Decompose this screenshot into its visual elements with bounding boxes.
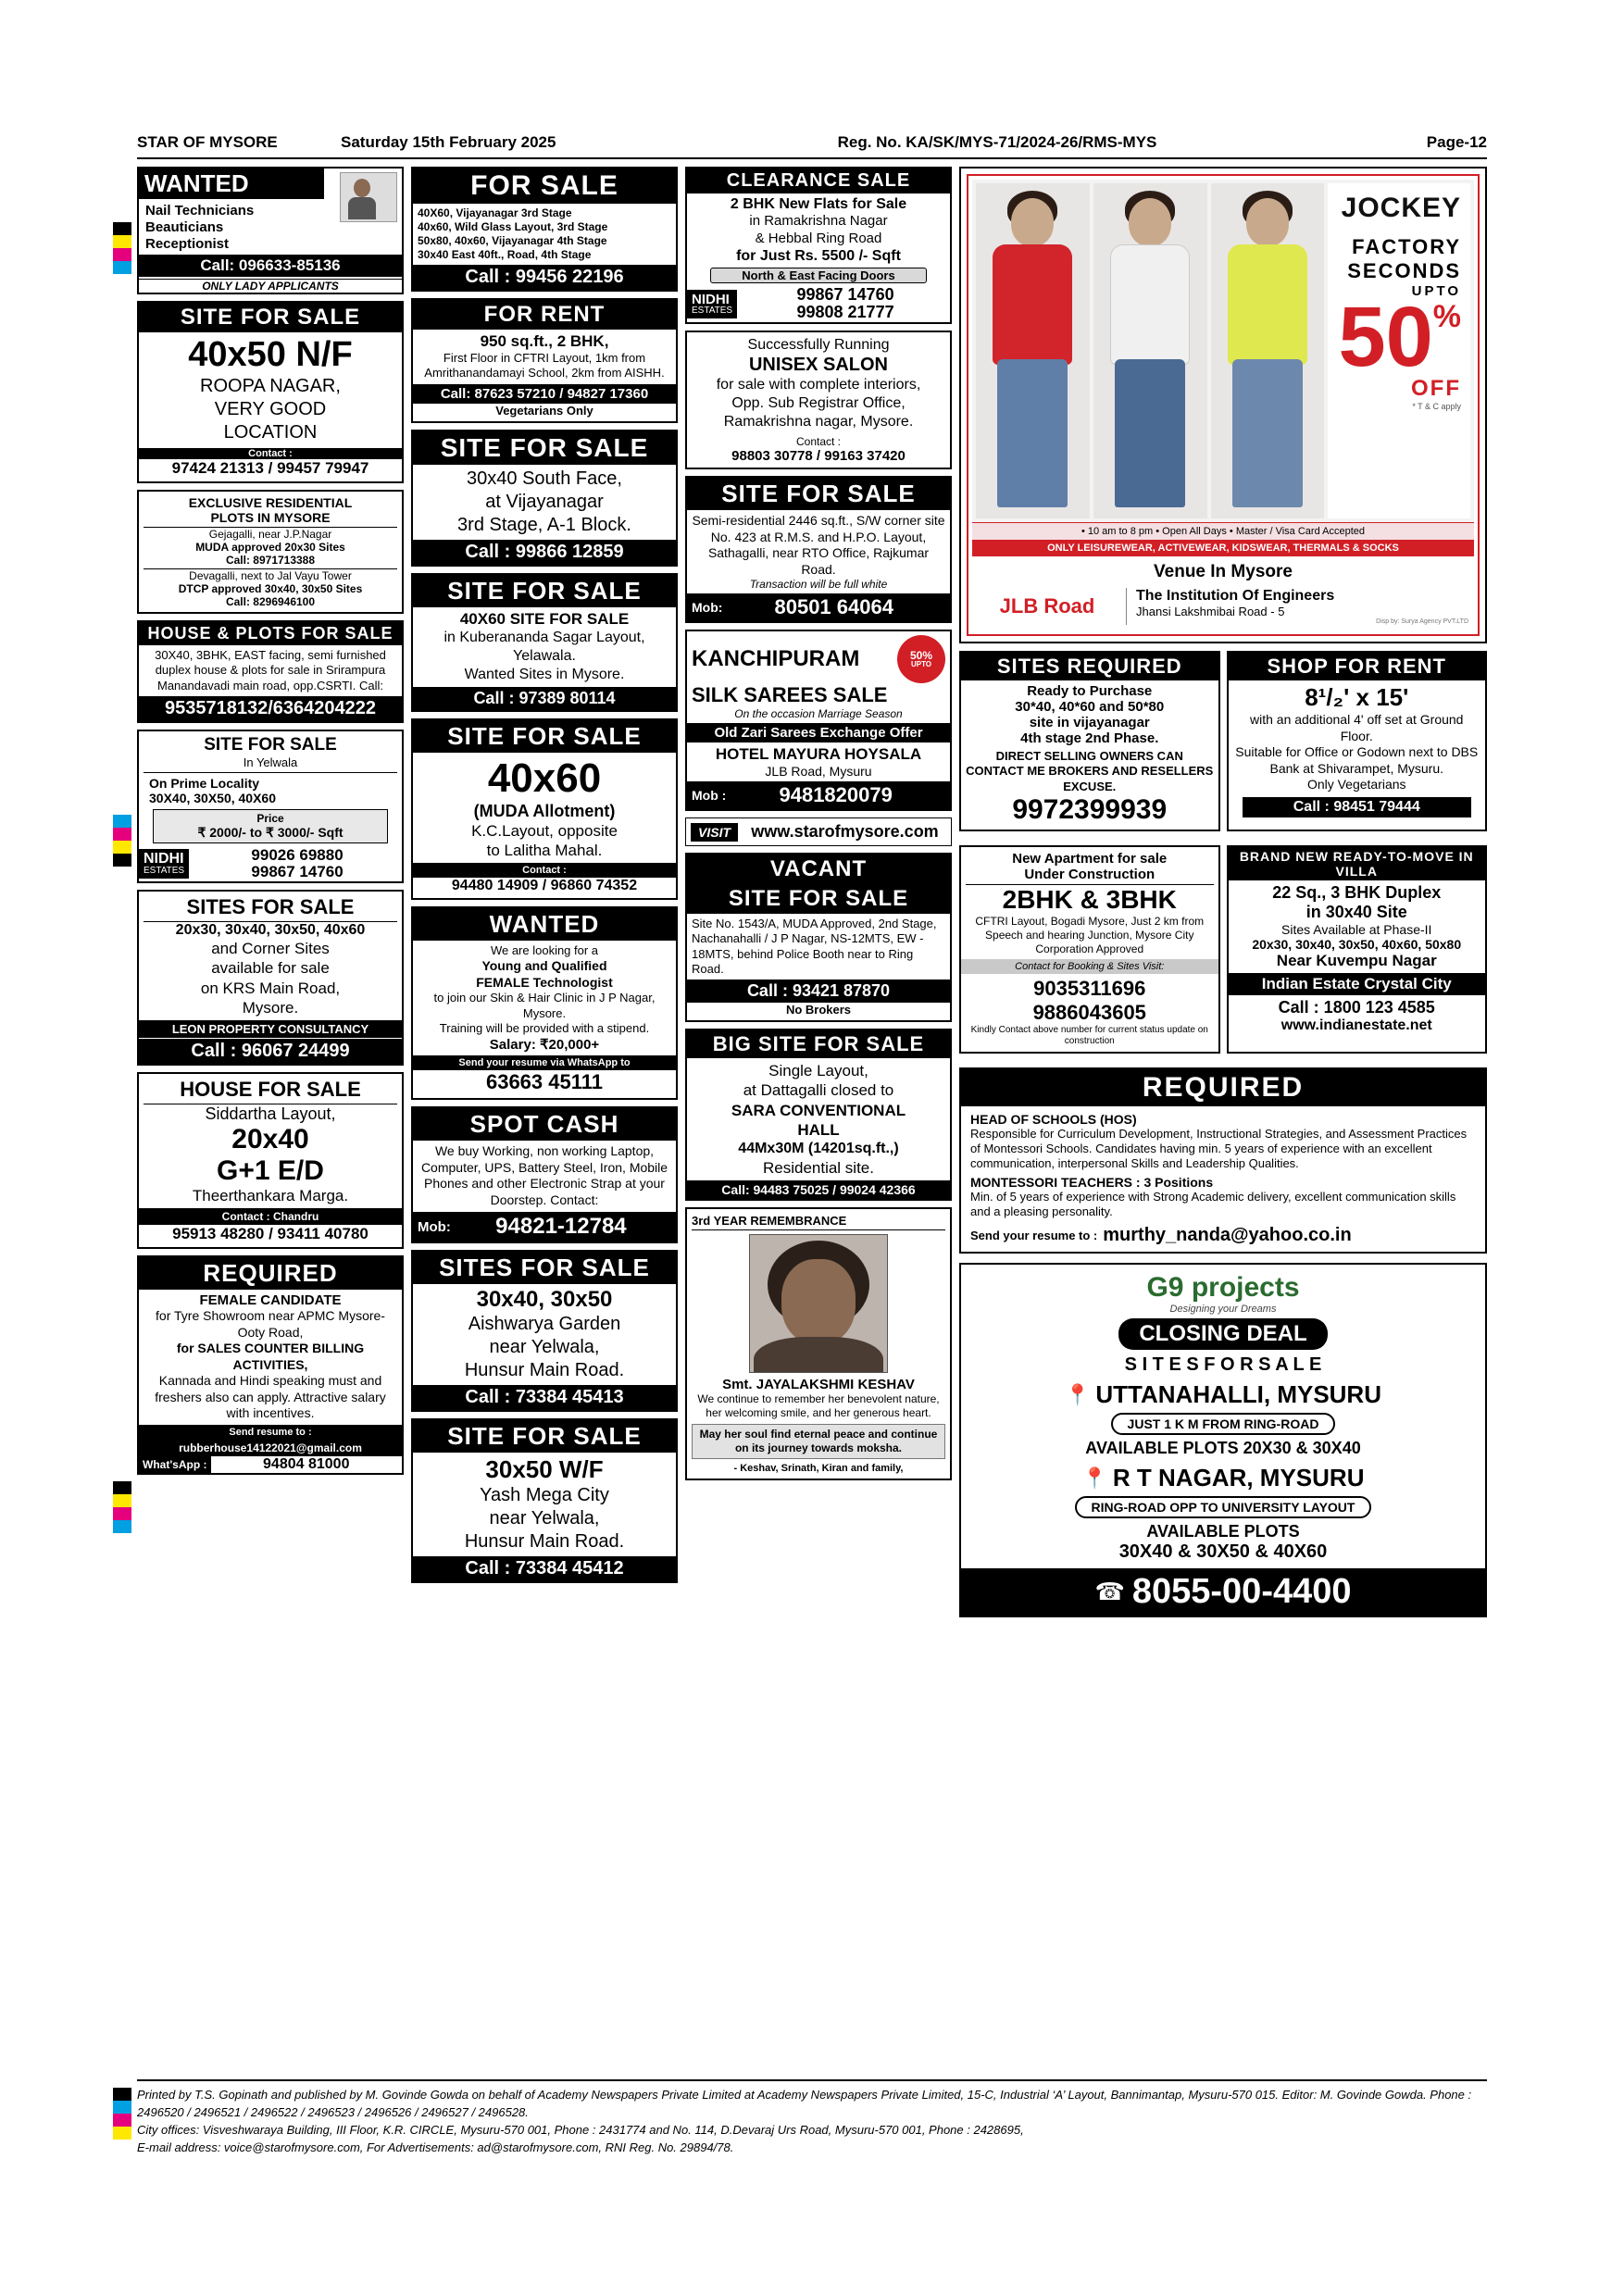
g9-available-2: AVAILABLE PLOTS [1146, 1522, 1300, 1541]
krs-line2: available for sale [211, 959, 330, 978]
visit-icon: VISIT [691, 823, 738, 842]
yash-l2: Yash Mega City [480, 1485, 609, 1505]
yash-l4: Hunsur Main Road. [464, 1531, 625, 1552]
aish-l1: 30x40, 30x50 [476, 1287, 613, 1312]
nidhi-brand: NIDHI [692, 291, 730, 307]
contact-label: Contact : [139, 448, 402, 459]
jockey-logo: JOCKEY [1341, 193, 1462, 223]
house-plots-body: 30X40, 3BHK, EAST facing, semi furnished duplex house & plots for sale in Srirampura Manandavadi main road, opp.CSRTI. Call: [155, 648, 386, 693]
ad-jockey-factory-seconds [959, 167, 1487, 643]
apartment-l1: CFTRI Layout, Bogadi Mysore, Just 2 km from Speech and hearing Junction, Mysore City Corporation Approved [975, 914, 1205, 955]
required-email[interactable]: rubberhouse14122021@gmail.com [139, 1440, 402, 1456]
teachers-body: Min. of 5 years of experience with Strong Academic delivery, excellent communication skills and a pleasing personality. [970, 1189, 1456, 1218]
site-4060-contact-label: Contact : [413, 863, 676, 878]
big-site-call: Call: 94483 75025 / 99024 42366 [687, 1180, 950, 1199]
vacant-title2: SITE FOR SALE [687, 884, 950, 914]
villa-l1: 22 Sq., 3 BHK Duplex [1272, 882, 1442, 902]
ad-wanted-salon [137, 167, 404, 294]
for-rent-note: Vegetarians Only [495, 403, 593, 418]
krs-sizes: 20x30, 30x40, 30x50, 40x60 [175, 922, 366, 939]
site-vijay-l2: at Vijayanagar [485, 491, 604, 512]
house-sale-layout: Siddartha Layout, [205, 1104, 336, 1124]
registration-marks-mid [113, 815, 131, 867]
model-1 [976, 183, 1090, 518]
kanchipuram-venue: HOTEL MAYURA HOYSALA [715, 745, 922, 764]
price-label: Price [256, 811, 284, 825]
page-footer [137, 2079, 1487, 2156]
sites-required-phone: 9972399939 [1012, 793, 1168, 825]
site-kuber-title: SITE FOR SALE [413, 575, 676, 607]
plots-line2: MUDA approved 20x30 Sites [195, 541, 345, 554]
jockey-off: OFF [1411, 375, 1462, 401]
required-title: REQUIRED [139, 1257, 402, 1290]
required-send-label: Send resume to : [139, 1425, 402, 1440]
big-site-title: BIG SITE FOR SALE [687, 1030, 950, 1058]
hos-title: HEAD OF SCHOOLS (HOS) [970, 1111, 1137, 1127]
ad-remembrance [685, 1207, 952, 1480]
footer-line-3: E-mail address: voice@starofmysore.com, For Advertisements: ad@starofmysore.com, RNI Reg. No. 29894/78. [137, 2140, 734, 2154]
jockey-models [972, 180, 1474, 522]
salon-l4: Opp. Sub Registrar Office, Ramakrishna nagar, Mysore. [723, 395, 914, 430]
required-l1: FEMALE CANDIDATE [199, 1292, 342, 1309]
vacant-note: No Brokers [785, 1003, 852, 1017]
wanted-tech-salary: Salary: ₹20,000+ [489, 1037, 600, 1053]
clearance-l3: & Hebbal Ring Road [755, 230, 882, 246]
required-send-label: Send your resume to : [970, 1229, 1098, 1242]
g9-available-1: AVAILABLE PLOTS 20X30 & 30X40 [1085, 1439, 1361, 1457]
aish-l2: Aishwarya Garden [468, 1314, 621, 1334]
big-site-l3: SARA CONVENTIONAL [731, 1101, 906, 1119]
site-vijay-title: SITE FOR SALE [413, 431, 676, 465]
apartment-phone-2: 9886043605 [1032, 1000, 1146, 1024]
site-4060-title: SITE FOR SALE [413, 720, 676, 753]
ad-clearance-sale-flats [685, 167, 952, 324]
jockey-percent: % [1432, 299, 1462, 334]
semi-res-body: Semi-residential 2446 sq.ft., S/W corner site No. 423 at R.M.S. and H.P.O. Layout, Sathagalli, near RTO Office, Rajkumar Road. [692, 513, 945, 577]
wanted-tech-title: WANTED [413, 908, 676, 941]
paper-name: STAR OF MYSORE [137, 133, 278, 151]
ad-big-site-dattagalli [685, 1029, 952, 1201]
apartment-note: Kindly Contact above number for current status update on construction [970, 1024, 1208, 1047]
site-size: 40x50 N/F [188, 335, 353, 374]
page-number: Page-12 [1426, 133, 1487, 151]
ad-exclusive-plots [137, 490, 404, 614]
required-wa-number: 94804 81000 [263, 1455, 350, 1472]
house-sale-road: Theerthankara Marga. [192, 1187, 349, 1205]
g9-sites-for-sale: S I T E S F O R S A L E [1124, 1354, 1322, 1375]
villa-l5: Near Kuvempu Nagar [1276, 951, 1437, 969]
model-2 [1093, 183, 1207, 518]
house-sale-title: HOUSE FOR SALE [144, 1078, 397, 1104]
column-4 [959, 167, 1487, 1617]
jockey-jlb-road: JLB Road [999, 594, 1095, 618]
site-vijay-l3: 3rd Stage, A-1 Block. [457, 514, 631, 535]
column-2 [411, 167, 678, 1590]
big-site-l2: at Dattagalli closed to [743, 1081, 894, 1100]
ad-site-vijayanagar-3rd [411, 430, 678, 567]
site-line1: ROOPA NAGAR, [200, 376, 341, 396]
villa-title: BRAND NEW READY-TO-MOVE IN VILLA [1229, 847, 1486, 880]
registration-number: Reg. No. KA/SK/MYS-71/2024-26/RMS-MYS [837, 133, 1157, 151]
jockey-discount: 50 [1338, 290, 1433, 384]
site-line3: LOCATION [223, 422, 318, 443]
clearance-l2: in Ramakrishna Nagar [749, 213, 888, 229]
for-rent-l1: 950 sq.ft., 2 BHK, [480, 332, 609, 350]
shop-rent-l3: Only Vegetarians [1306, 777, 1406, 792]
site-kuber-call: Call : 97389 80114 [413, 687, 676, 710]
house-sale-size: 20x40 [231, 1124, 309, 1155]
shop-rent-size: 8¹/₂' x 15' [1305, 683, 1409, 711]
wanted-note: ONLY LADY APPLICANTS [139, 279, 402, 293]
g9-tagline: Designing your Dreams [1169, 1304, 1277, 1315]
site-4060-size: 40x60 [487, 755, 602, 801]
contact-phones: 97424 21313 / 99457 79947 [171, 459, 369, 477]
jockey-timing: • 10 am to 8 pm • Open All Days • Master / Visa Card Accepted [972, 522, 1474, 540]
wanted-tech-l5: Training will be provided with a stipend. [439, 1020, 650, 1035]
spot-cash-mob: 94821-12784 [495, 1214, 627, 1239]
semi-res-mob-label: Mob: [692, 600, 723, 616]
ad-house-and-plots [137, 620, 404, 723]
g9-available-2b: 30X40 & 30X50 & 40X60 [1118, 1541, 1328, 1562]
jockey-categories: ONLY LEISUREWEAR, ACTIVEWEAR, KIDSWEAR, THERMALS & SOCKS [972, 540, 1474, 556]
registration-marks-top [113, 222, 131, 274]
jockey-upto: UPTO [1411, 283, 1462, 299]
jockey-institution: The Institution Of Engineers [1136, 588, 1335, 604]
g9-phone: 8055-00-4400 [1131, 1572, 1352, 1611]
footer-line-2: City offices: Visveshwaraya Building, III Floor, K.R. CIRCLE, Mysuru-570 001, Phone : 2431774 and No. 114, D.Devaraj Urs Road, Mysuru-570 001, Phone : 2428695, [137, 2122, 1024, 2137]
site-vijay-l1: 30x40 South Face, [467, 468, 622, 489]
ad-semi-residential-site [685, 476, 952, 623]
krs-title: SITES FOR SALE [144, 895, 397, 922]
spot-cash-title: SPOT CASH [413, 1108, 676, 1141]
wanted-item: Beauticians [145, 219, 224, 235]
plots-line1: Gejagalli, near J.P.Nagar [208, 528, 332, 541]
required-wa-label: What'sApp : [139, 1456, 211, 1473]
krs-line3: on KRS Main Road, [200, 979, 341, 997]
villa-l4: 20x30, 30x40, 30x50, 40x60, 50x80 [1252, 936, 1462, 952]
classified-columns [137, 167, 1487, 2065]
sites-required-l3: site in vijayanagar [1029, 715, 1150, 730]
shop-rent-call: Call : 98451 79444 [1243, 797, 1472, 817]
nidhi-brand: NIDHI [144, 851, 184, 867]
villa-website[interactable]: www.indianestate.net [1280, 1017, 1432, 1033]
ad-wanted-technologist [411, 906, 678, 1100]
kanchipuram-offer: Old Zari Sarees Exchange Offer [687, 723, 950, 742]
g9-location-1: UTTANAHALLI, MYSURU [1095, 1380, 1381, 1408]
wanted-call: Call: 096633-85136 [139, 255, 402, 277]
apartment-phone-1: 9035311696 [1033, 976, 1146, 1000]
apartment-t1: New Apartment for sale [1012, 850, 1168, 867]
yelwala-bullet: 30X40, 30X50, 40X60 [149, 790, 277, 805]
phone-icon: ☎ [1094, 1578, 1125, 1605]
wanted-tech-l3: FEMALE Technologist [476, 974, 613, 990]
for-sale-title: FOR SALE [413, 168, 676, 204]
for-sale-item: 40x60, Wild Glass Layout, 3rd Stage [418, 220, 608, 233]
krs-call: Call : 96067 24499 [139, 1039, 402, 1064]
jockey-factory: FACTORY [1352, 235, 1462, 258]
krs-agency: LEON PROPERTY CONSULTANCY [139, 1020, 402, 1038]
vacant-call: Call : 93421 87870 [687, 980, 950, 1003]
required-schools-title: REQUIRED [961, 1069, 1485, 1106]
vacant-title1: VACANT [687, 855, 950, 884]
aish-l3: near Yelwala, [489, 1337, 600, 1357]
for-rent-title: FOR RENT [413, 300, 676, 330]
semi-res-note: Transaction will be full white [749, 578, 888, 592]
site-4060-l1: (MUDA Allotment) [473, 801, 616, 820]
site-4060-l3: to Lalitha Mahal. [486, 841, 603, 859]
ad-visit-website[interactable] [685, 817, 952, 846]
ad-kanchipuram-sarees [685, 630, 952, 811]
semi-res-mob: 80501 64064 [774, 595, 893, 619]
sites-required-l1: Ready to Purchase [1027, 683, 1153, 699]
ad-new-apartment [959, 845, 1220, 1054]
sites-required-title: SITES REQUIRED [961, 653, 1218, 680]
ad-site-kuberananda [411, 573, 678, 712]
salon-illustration [340, 172, 397, 222]
g9-closing-deal: CLOSING DEAL [1118, 1318, 1327, 1350]
ad-unisex-salon [685, 331, 952, 469]
yelwala-title: SITE FOR SALE [204, 734, 337, 755]
yash-title: SITE FOR SALE [413, 1420, 676, 1453]
yash-call: Call : 73384 45412 [413, 1556, 676, 1581]
remembrance-prayer: May her soul find eternal peace and continue on its journey towards moksha. [692, 1424, 945, 1459]
required-l4: Kannada and Hindi speaking must and freshers also can apply. Attractive salary with incentives. [155, 1373, 386, 1421]
jockey-venue-title: Venue In Mysore [1154, 562, 1293, 581]
clearance-l1: 2 BHK New Flats for Sale [730, 196, 907, 212]
wanted-tech-send: Send your resume via WhatsApp to [413, 1055, 676, 1070]
spot-cash-body: We buy Working, non working Laptop, Computer, UPS, Battery Steel, Iron, Mobile Phones and other Electronic Strap at your Doorstep. Contact: [420, 1143, 668, 1207]
plots-line5: DTCP approved 30x40, 30x50 Sites [178, 582, 363, 595]
clearance-title: CLEARANCE SALE [687, 168, 950, 193]
teachers-title: MONTESSORI TEACHERS : 3 Positions [970, 1174, 1214, 1190]
sites-required-l2: 30*40, 40*60 and 50*80 [1015, 699, 1165, 715]
registration-marks-bottom [113, 2088, 131, 2140]
apartment-big: 2BHK & 3BHK [1002, 884, 1177, 914]
required-email[interactable]: murthy_nanda@yahoo.co.in [1103, 1225, 1352, 1245]
site-sale-title: SITE FOR SALE [139, 303, 402, 332]
plots-line4: Devagalli, next to Jal Vayu Tower [189, 569, 352, 582]
ad-shop-for-rent [1227, 651, 1488, 831]
clearance-phone-2: 99808 21777 [796, 303, 894, 322]
ad-required-schools [959, 1067, 1487, 1254]
ad-sites-required [959, 651, 1220, 831]
sites-required-l5: DIRECT SELLING OWNERS CAN CONTACT ME BROKERS AND RESELLERS EXCUSE. [966, 749, 1214, 793]
big-site-l4: HALL [797, 1120, 840, 1139]
ad-g9-projects [959, 1263, 1487, 1617]
big-site-l1: Single Layout, [768, 1062, 868, 1080]
model-3 [1211, 183, 1325, 518]
ad-site-roopa-nagar [137, 301, 404, 483]
apartment-t2: Under Construction [966, 867, 1214, 885]
spot-cash-mob-label: Mob: [418, 1218, 451, 1235]
big-site-l5: 44Mx30M (14201sq.ft.,) [738, 1141, 899, 1157]
salon-phones: 98803 30778 / 99163 37420 [731, 448, 906, 465]
house-sale-phones: 95913 48280 / 93411 40780 [172, 1225, 369, 1243]
g9-location-2: R T NAGAR, MYSURU [1112, 1464, 1365, 1491]
wanted-tech-l2: Young and Qualified [481, 958, 607, 974]
remembrance-name: Smt. JAYALAKSHMI KESHAV [722, 1377, 915, 1393]
villa-l2: in 30x40 Site [1305, 902, 1407, 921]
apartment-booking-label: Contact for Booking & Sites Visit: [961, 959, 1218, 974]
g9-pill-1: JUST 1 K M FROM RING-ROAD [1111, 1413, 1336, 1435]
site-kuber-l1: 40X60 SITE FOR SALE [459, 609, 630, 628]
clearance-l4: for Just Rs. 5500 /- Sqft [736, 247, 901, 264]
aish-l4: Hunsur Main Road. [464, 1360, 625, 1380]
for-sale-item: 40X60, Vijayanagar 3rd Stage [418, 206, 572, 219]
yash-l3: near Yelwala, [489, 1508, 600, 1529]
for-rent-l2: First Floor in CFTRI Layout, 1km from Amrithanandamayi School, 2km from AISHH. [424, 351, 665, 381]
salon-contact-label: Contact : [795, 435, 842, 449]
yash-l1: 30x50 W/F [485, 1455, 604, 1483]
remembrance-photo [749, 1234, 888, 1373]
krs-line1: and Corner Sites [211, 940, 330, 958]
site-4060-l2: K.C.Layout, opposite [471, 821, 618, 840]
jockey-credit: Disp by: Surya Agency PVT.LTD [1376, 618, 1468, 625]
house-plots-phone: 9535718132/6364204222 [139, 696, 402, 721]
ad-vacant-site [685, 853, 952, 1022]
price-value: ₹ 2000/- to ₹ 3000/- Sqft [197, 824, 344, 840]
ad-site-40x60-muda [411, 718, 678, 901]
ad-site-yelwala [137, 730, 404, 883]
house-sale-contact: Contact : Chandru [139, 1208, 402, 1225]
registration-marks-low [113, 1481, 131, 1533]
g9-logo: G9 projects [1146, 1272, 1300, 1303]
site-kuber-l2: in Kuberananda Sagar Layout, Yelawala. [443, 629, 645, 664]
big-site-l6: Residential site. [762, 1159, 874, 1178]
salon-l2: UNISEX SALON [748, 355, 889, 376]
for-sale-item: 30x40 East 40ft., Road, 4th Stage [418, 248, 592, 261]
wanted-title: WANTED [139, 168, 324, 199]
kanchipuram-mob: 9481820079 [779, 783, 893, 807]
column-3 [685, 167, 952, 1487]
nidhi-brand-sub: ESTATES [692, 305, 733, 316]
site-line2: VERY GOOD [214, 399, 327, 419]
ad-house-for-sale-siddartha [137, 1072, 404, 1249]
discount-badge [897, 635, 945, 683]
footer-line-1: Printed by T.S. Gopinath and published by M. Govinde Gowda on behalf of Academy Newspapers Private Limited at Academy Newspapers Private Limited, 15-C, Industrial ‘A’ Layout, Bannimantap, Mysuru-570 015. Editor: M. Govinde Gowda. Phone : 2496520 / 2496521 / 2496522 / 2496523 / 2496526 / 2496527 / 2496528. [137, 2088, 1472, 2119]
discount-pct: 50% [909, 649, 933, 663]
sites-required-l4: 4th stage 2nd Phase. [1020, 730, 1159, 746]
remembrance-body: We continue to remember her benevolent nature, her welcoming smile, and her generous heart. [697, 1392, 940, 1420]
shop-rent-title: SHOP FOR RENT [1229, 653, 1486, 680]
kanchipuram-mob-label: Mob : [692, 788, 727, 804]
jockey-institution-address: Jhansi Lakshmibai Road - 5 [1136, 605, 1285, 618]
yelwala-sub: In Yelwala [144, 755, 397, 773]
krs-line4: Mysore. [242, 998, 299, 1017]
remembrance-title: 3rd YEAR REMEMBRANCE [692, 1214, 945, 1230]
plots-call2: Call: 8296946100 [225, 595, 316, 608]
site-kuber-l3: Wanted Sites in Mysore. [464, 666, 625, 682]
wanted-item: Nail Technicians [145, 203, 255, 218]
ad-sites-krs-road [137, 890, 404, 1066]
wanted-tech-l1: We are looking for a [490, 943, 599, 957]
ad-required-female-candidate [137, 1255, 404, 1475]
semi-res-title: SITE FOR SALE [687, 478, 950, 510]
discount-upto: UPTO [910, 660, 932, 669]
ad-spot-cash [411, 1106, 678, 1243]
salon-l1: Successfully Running [747, 337, 890, 354]
issue-date: Saturday 15th February 2025 [341, 133, 556, 151]
location-pin-icon: 📍 [1064, 1382, 1091, 1406]
hos-body: Responsible for Curriculum Development, Instructional Strategies, and Assessment Practices of Montessori Schools. Candidates having min. 5 years of experience with an excellent communication, interpersonal Skills and Leadership Qualities. [970, 1126, 1468, 1171]
kanchipuram-title: KANCHIPURAM [692, 646, 860, 672]
house-plots-title: HOUSE & PLOTS FOR SALE [139, 622, 402, 645]
g9-pill-2: RING-ROAD OPP TO UNIVERSITY LAYOUT [1075, 1496, 1372, 1518]
website-url[interactable]: www.starofmysore.com [751, 822, 939, 842]
clearance-phone-1: 99867 14760 [796, 284, 894, 304]
nidhi-phone-2: 99867 14760 [251, 863, 344, 881]
column-1 [137, 167, 404, 1481]
ad-for-sale-sites [411, 167, 678, 292]
shop-rent-l1: with an additional 4' off set at Ground Floor. [1250, 712, 1464, 743]
ad-site-yash-mega-city [411, 1418, 678, 1583]
nidhi-brand-sub: ESTATES [144, 866, 185, 877]
ad-sites-aishwarya-garden [411, 1250, 678, 1412]
villa-call: Call : 1800 123 4585 [1278, 997, 1435, 1017]
villa-brand: Indian Estate Crystal City [1229, 973, 1486, 995]
jockey-tnc: * T & C apply [1412, 401, 1462, 411]
kanchipuram-l1: SILK SAREES SALE [692, 683, 888, 707]
wanted-tech-l4: to join our Skin & Hair Clinic in J P Nagar, Mysore. [433, 991, 656, 1020]
plots-title2: PLOTS IN MYSORE [144, 510, 397, 528]
shop-rent-l2: Suitable for Office or Godown next to DBS Bank at Shivarampet, Mysuru. [1235, 744, 1479, 776]
for-sale-item: 50x80, 40x60, Vijayanagar 4th Stage [418, 234, 607, 247]
for-rent-call: Call: 87623 57210 / 94827 17360 [413, 384, 676, 404]
kanchipuram-l2: On the occasion Marriage Season [734, 707, 903, 721]
clearance-facing: North & East Facing Doors [710, 268, 927, 283]
plots-call1: Call: 8971713388 [144, 554, 397, 569]
required-l3: for SALES COUNTER BILLING ACTIVITIES, [176, 1341, 365, 1372]
for-sale-call: Call : 99456 22196 [413, 265, 676, 290]
location-pin-icon: 📍 [1081, 1466, 1107, 1490]
required-l2: for Tyre Showroom near APMC Mysore-Ooty Road, [156, 1308, 385, 1340]
ad-for-rent-cftri [411, 298, 678, 423]
vacant-body: Site No. 1543/A, MUDA Approved, 2nd Stage, Nachanahalli / J P Nagar, NS-12MTS, EW - 18MTS, behind Police Booth near to Ring Road. [692, 917, 937, 976]
nidhi-phone-1: 99026 69880 [251, 845, 344, 864]
wanted-item: Receptionist [145, 236, 230, 252]
masthead [137, 128, 1487, 159]
aish-title: SITES FOR SALE [413, 1252, 676, 1284]
kanchipuram-address: JLB Road, Mysuru [765, 764, 872, 780]
yelwala-bullet: On Prime Locality [149, 775, 260, 791]
villa-l3: Sites Available at Phase-II [1281, 921, 1432, 937]
wanted-tech-phone: 63663 45111 [485, 1070, 604, 1093]
house-sale-spec: G+1 E/D [217, 1155, 324, 1187]
salon-l3: for sale with complete interiors, [716, 377, 921, 393]
plots-title1: EXCLUSIVE RESIDENTIAL [188, 495, 353, 510]
site-4060-phones: 94480 14909 / 96860 74352 [451, 878, 638, 893]
site-vijay-call: Call : 99866 12859 [413, 540, 676, 565]
jockey-seconds: SECONDS [1347, 259, 1462, 282]
remembrance-signoff: - Keshav, Srinath, Kiran and family, [733, 1463, 904, 1475]
aish-call: Call : 73384 45413 [413, 1385, 676, 1410]
ad-ready-to-move-villa [1227, 845, 1488, 1054]
